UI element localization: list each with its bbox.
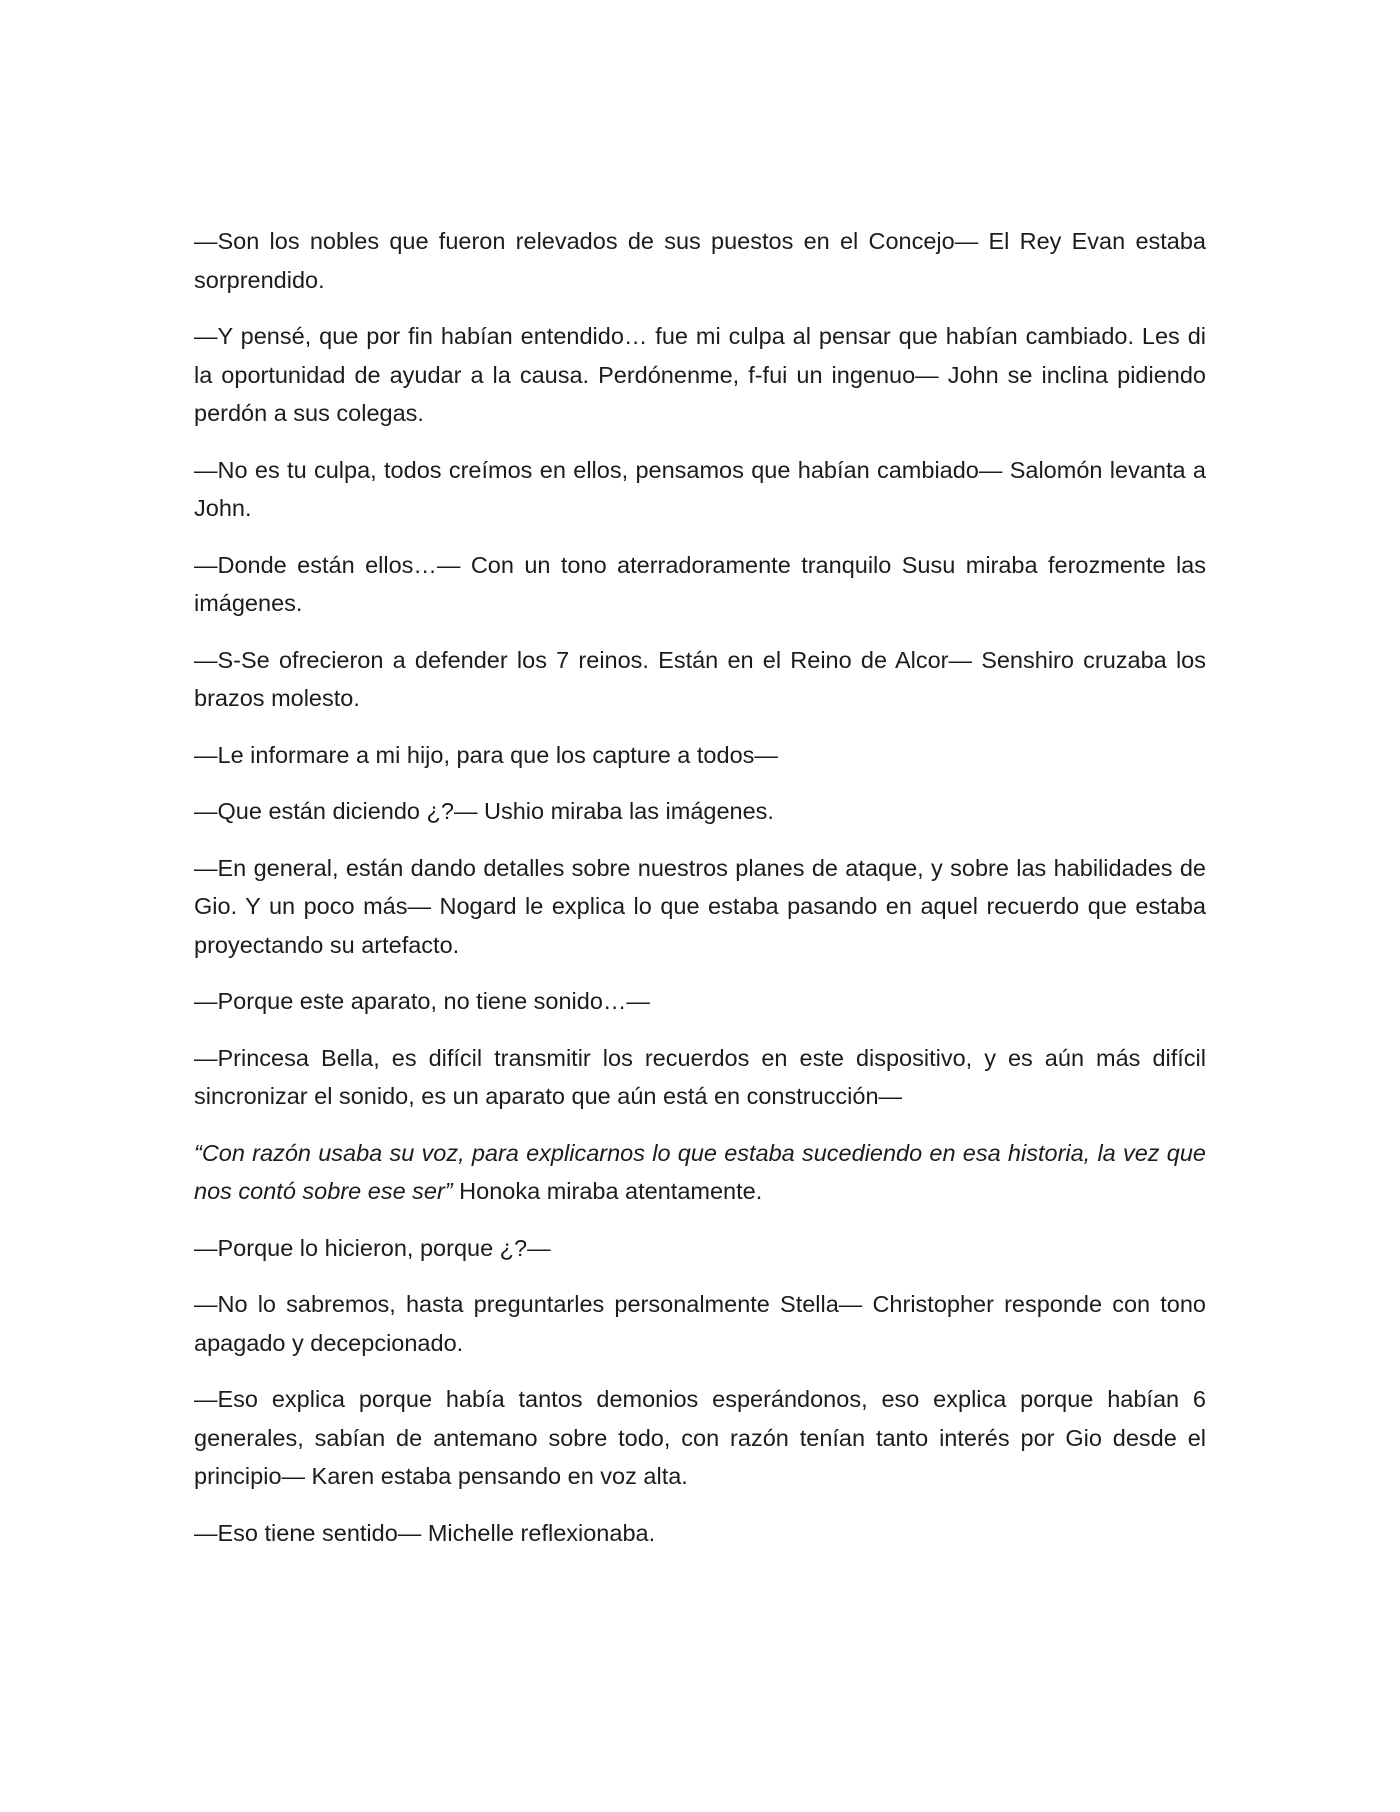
paragraph: —Porque lo hicieron, porque ¿?— — [194, 1234, 551, 1261]
paragraph: —Princesa Bella, es difícil transmitir los recuerdos en este dispositivo, y es aún más difícil sincronizar el sonido, es un aparato que aún está en construcción— — [194, 1044, 1206, 1109]
paragraph: —Eso tiene sentido— Michelle reflexionaba. — [194, 1519, 656, 1546]
paragraph: —No lo sabremos, hasta preguntarles personalmente Stella— Christopher responde con tono apagado y decepcionado. — [194, 1291, 1206, 1356]
paragraph: —En general, están dando detalles sobre nuestros planes de ataque, y sobre las habilidades de Gio. Y un poco más— Nogard le explica lo que estaba pasando en aquel recuerdo que estaba proyectando su artefacto. — [194, 854, 1206, 958]
paragraph: —Eso explica porque había tantos demonios esperándonos, eso explica porque habían 6 generales, sabían de antemano sobre todo, con razón tenían tanto interés por Gio desde el principio— Karen estaba pensando en voz alta. — [194, 1386, 1206, 1489]
paragraph: —Donde están ellos…— Con un tono aterradoramente tranquilo Susu miraba ferozmente las imágenes. — [194, 551, 1206, 616]
paragraph: —No es tu culpa, todos creímos en ellos, pensamos que habían cambiado— Salomón levanta a John. — [194, 456, 1206, 521]
narration-text: Honoka miraba atentamente. — [452, 1178, 763, 1204]
document-body — [194, 222, 1206, 1570]
paragraph: —Que están diciendo ¿?— Ushio miraba las imágenes. — [194, 798, 774, 824]
paragraph: —Y pensé, que por fin habían entendido… fue mi culpa al pensar que habían cambiado. Les di la oportunidad de ayudar a la causa. Perdónenme, f-fui un ingenuo— John se inclina pidiendo perdón a sus colegas. — [194, 323, 1206, 426]
paragraph: —Son los nobles que fueron relevados de sus puestos en el Concejo— El Rey Evan estaba sorprendido. — [194, 228, 1206, 293]
italic-thought-text: “Con razón usaba su voz, para explicarnos lo que estaba sucediendo en esa historia, la vez que nos contó sobre ese ser” — [194, 1139, 1206, 1204]
paragraph: —Le informare a mi hijo, para que los capture a todos— — [194, 741, 778, 768]
italic-paragraph — [194, 1134, 1206, 1211]
paragraph: —S-Se ofrecieron a defender los 7 reinos. Están en el Reino de Alcor— Senshiro cruzaba los brazos molesto. — [194, 646, 1206, 711]
paragraph: —Porque este aparato, no tiene sonido…— — [194, 988, 650, 1014]
